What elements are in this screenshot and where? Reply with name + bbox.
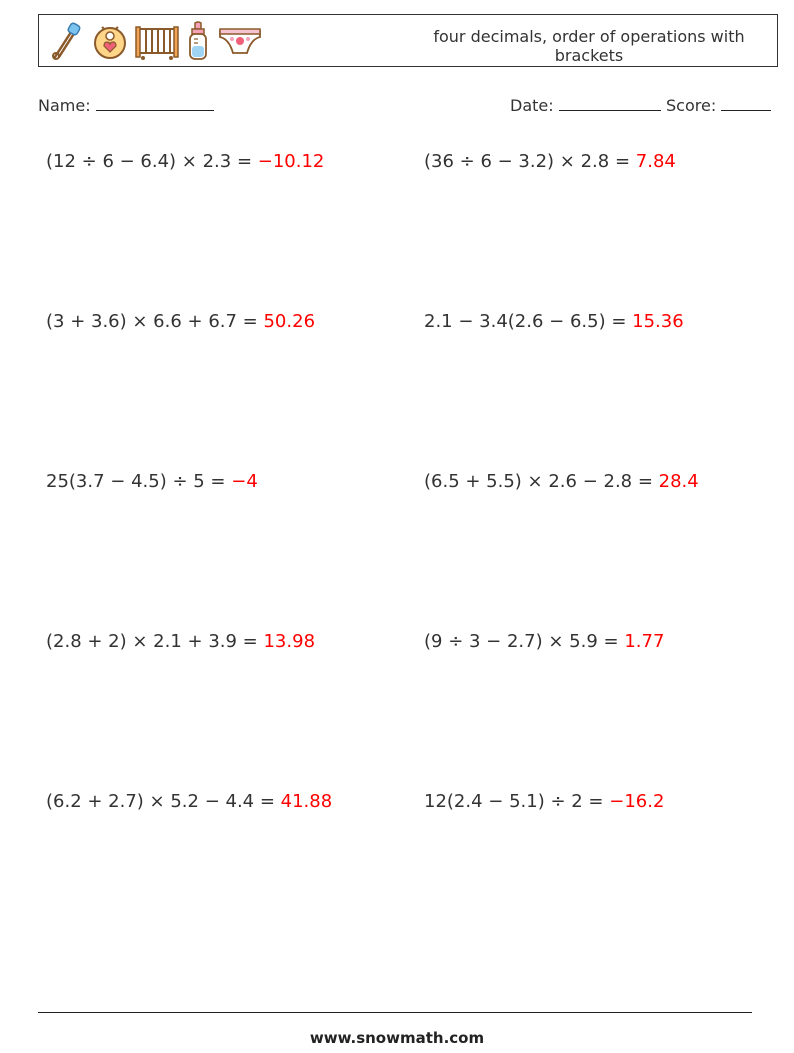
diaper-icon: [217, 21, 263, 61]
problem-answer: 28.4: [658, 471, 699, 492]
name-label: Name:: [38, 96, 91, 115]
problem-expression: (2.8 + 2) × 2.1 + 3.9 =: [46, 631, 264, 652]
problem-4: [424, 311, 684, 332]
problem-answer: −10.12: [257, 151, 325, 172]
worksheet-header: [38, 14, 778, 67]
problem-5: [46, 471, 258, 492]
name-blank-line[interactable]: [96, 94, 214, 111]
problem-10: [424, 791, 664, 812]
problem-expression: (3 + 3.6) × 6.6 + 6.7 =: [46, 311, 264, 332]
crib-icon: [135, 21, 179, 61]
problem-answer: 13.98: [263, 631, 316, 652]
name-field: [38, 94, 214, 115]
baby-bib-icon: [91, 21, 129, 61]
score-field: [666, 94, 771, 115]
problem-2: [424, 151, 676, 172]
problem-1: [46, 151, 324, 172]
score-blank-line[interactable]: [721, 94, 771, 111]
safety-pin-icon: [47, 21, 85, 61]
problem-answer: −4: [231, 471, 258, 492]
problem-expression: 2.1 − 3.4(2.6 − 6.5) =: [424, 311, 633, 332]
problem-expression: (12 ÷ 6 − 6.4) × 2.3 =: [46, 151, 258, 172]
problem-expression: (9 ÷ 3 − 2.7) × 5.9 =: [424, 631, 625, 652]
date-label: Date:: [510, 96, 554, 115]
score-label: Score:: [666, 96, 717, 115]
problem-answer: 7.84: [635, 151, 676, 172]
problem-expression: (36 ÷ 6 − 3.2) × 2.8 =: [424, 151, 636, 172]
date-blank-line[interactable]: [559, 94, 661, 111]
problem-expression: 25(3.7 − 4.5) ÷ 5 =: [46, 471, 232, 492]
problem-answer: 50.26: [263, 311, 316, 332]
problem-9: [46, 791, 332, 812]
footer-divider: [38, 1012, 752, 1013]
footer-site-link[interactable]: www.snowmath.com: [309, 1029, 485, 1047]
problem-expression: (6.2 + 2.7) × 5.2 − 4.4 =: [46, 791, 281, 812]
problem-6: [424, 471, 699, 492]
problem-answer: −16.2: [609, 791, 665, 812]
problem-8: [424, 631, 664, 652]
problem-expression: 12(2.4 − 5.1) ÷ 2 =: [424, 791, 610, 812]
problem-answer: 1.77: [624, 631, 665, 652]
problem-answer: 15.36: [632, 311, 684, 332]
problem-expression: (6.5 + 5.5) × 2.6 − 2.8 =: [424, 471, 659, 492]
worksheet-title: four decimals, order of operations with brackets: [433, 27, 745, 65]
problem-7: [46, 631, 315, 652]
baby-bottle-icon: [185, 21, 211, 61]
problem-3: [46, 311, 315, 332]
header-icons: [47, 19, 263, 63]
problem-answer: 41.88: [280, 791, 333, 812]
date-field: [510, 94, 661, 115]
